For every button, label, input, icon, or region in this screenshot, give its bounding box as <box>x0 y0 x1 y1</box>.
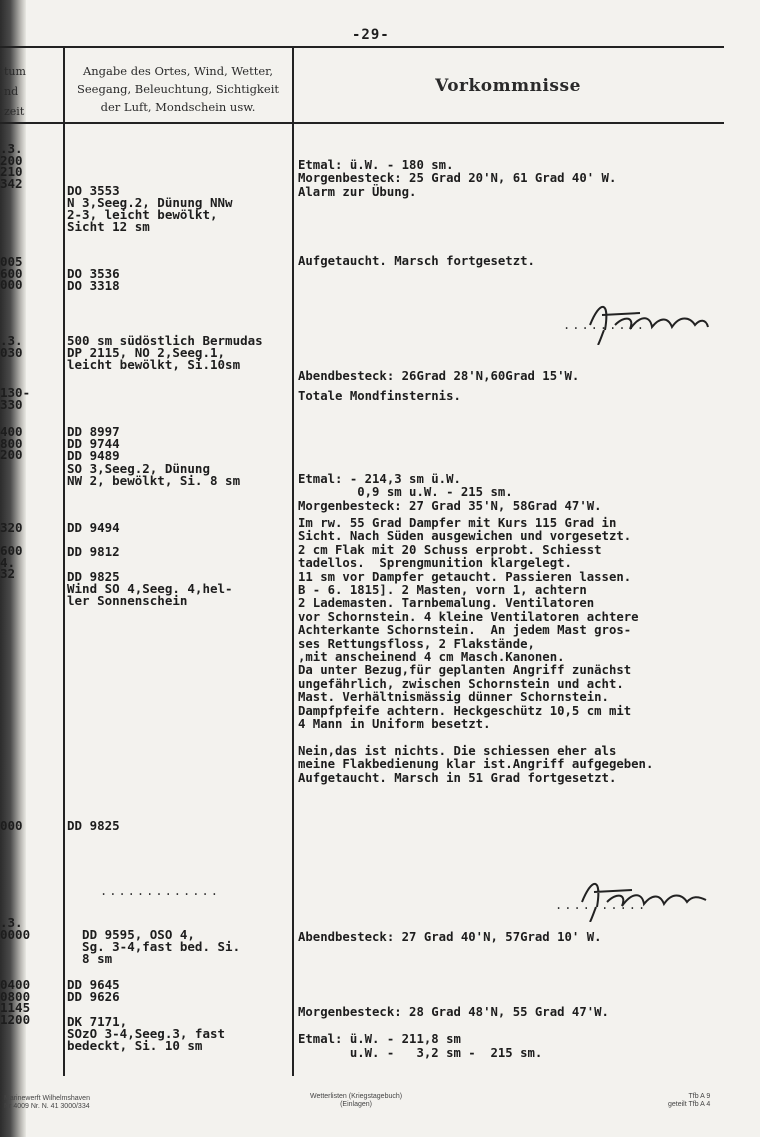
header-bottom-rule <box>0 122 724 124</box>
signature-dots: ......... <box>563 318 647 332</box>
row-event: Abendbesteck: 26Grad 28'N,60Grad 15'W. <box>298 368 580 383</box>
row-place: DD 9825 <box>67 818 120 833</box>
row-times: 320 600 4. 32 <box>0 520 23 582</box>
header-date-line-3: zeit <box>4 105 25 118</box>
row-times: .3. 030 <box>0 333 23 360</box>
row-times: 130- 330 <box>0 385 31 412</box>
commander-signature-1 <box>580 295 740 345</box>
row-place: DD 9595, OSO 4, Sg. 3-4,fast bed. Si. 8 sm <box>82 927 241 967</box>
commander-signature-2 <box>572 872 732 922</box>
row-event: Im rw. 55 Grad Dampfer mit Kurs 115 Grad in Sicht. Nach Süden ausgewichen und vorgesetzt. 2 cm Flak mit 20 Schuss erprobt. Schiesst tadellos. Sprengmunition klargelegt. 11 sm vor Dampfer getaucht. Passieren lassen. B - 6. 1815]. 2 Masten, vorn 1, achtern 2 Lademasten. Tarnbemalung. Ventilatoren vor Schornstein. 4 kleine Ventilatoren achtere Achterkante Schornstein. An jedem Mast gros- ses Rettungsfloss, 2 Flakstände, ,mit anscheinend 4 cm Masch.Kanonen. Da unter Bezug,für geplanten Angriff zunächst ungefährlich, zwischen Schornstein und acht. Mast. Verhältnismässig dünner Schornstein. Dampfpfeife achtern. Heckgeschütz 10,5 cm mit 4 Mann in Uniform besetzt. Nein,das ist nichts. Die schiessen eher als meine Flakbedienung klar ist.Angriff aufgegeben. Aufgetaucht. Marsch in 51 Grad fortgesetzt. <box>298 516 654 785</box>
header-date-time <box>0 62 64 122</box>
row-event: Totale Mondfinsternis. <box>298 389 461 403</box>
header-events: Vorkommnisse <box>435 76 581 96</box>
row-place: DO 3536 DO 3318 <box>67 266 120 294</box>
row-place: DO 3553 N 3,Seeg.2, Dünung NNw 2-3, leicht bewölkt, Sicht 12 sm <box>67 182 233 235</box>
footer-right: Tfb A 9 geteilt Tfb A 4 <box>668 1093 711 1108</box>
footer-center: Wetterlisten (Kriegstagebuch) (Einlagen) <box>310 1093 403 1108</box>
footer-left: Marinewerft Wilhelmshaven Nr 4009 Nr. N. 41 3000/334 <box>4 1095 90 1110</box>
row-event: Etmal: ü.W. - 180 sm. Morgenbesteck: 25 Grad 20'N, 61 Grad 40' W. Alarm zur Übung. <box>298 158 617 199</box>
row-times: 000 <box>0 818 23 833</box>
row-times: .3. 200 210 342 <box>0 141 23 191</box>
row-place: DD 9645 DD 9626 DK 7171, SOzO 3-4,Seeg.3, fast bedeckt, Si. 10 sm <box>67 977 226 1054</box>
row-event: Abendbesteck: 27 Grad 40'N, 57Grad 10' W. <box>298 930 602 945</box>
row-times: 005 600 000 <box>0 254 23 293</box>
row-times: 0400 0800 1145 1200 <box>0 977 31 1027</box>
row-event: Aufgetaucht. Marsch fortgesetzt. <box>298 254 535 268</box>
row-times: 400 800 200 <box>0 424 23 463</box>
row-times: .3. 0000 <box>0 915 31 942</box>
row-event: Etmal: - 214,3 sm ü.W. 0,9 sm u.W. - 215 sm. Morgenbesteck: 27 Grad 35'N, 58Grad 47'W. <box>298 471 602 513</box>
row-place: 500 sm südöstlich Bermudas DP 2115, NO 2,Seeg.1, leicht bewölkt, Si.10sm <box>67 333 263 373</box>
row-event: Morgenbesteck: 28 Grad 48'N, 55 Grad 47'W. Etmal: ü.W. - 211,8 sm u.W. - 3,2 sm - 215 sm. <box>298 1005 609 1060</box>
header-place-weather: Angabe des Ortes, Wind, Wetter, Seegang, Beleuchtung, Sichtigkeit der Luft, Mondschein usw. <box>76 64 280 114</box>
row-place: DD 9494 DD 9812 DD 9825 Wind SO 4,Seeg. 4,hel- ler Sonnenschein <box>67 520 233 609</box>
row-place: DD 8997 DD 9744 DD 9489 SO 3,Seeg.2, Dünung NW 2, bewölkt, Si. 8 sm <box>67 424 241 488</box>
signature-dots: .......... <box>555 898 648 912</box>
separator-dots: ............. <box>100 884 220 898</box>
header-date-line-2: nd <box>4 85 19 98</box>
top-rule <box>0 46 724 48</box>
page-number: -29- <box>352 27 390 43</box>
column-divider-2 <box>292 46 294 1076</box>
header-date-line-1: tum <box>4 65 26 78</box>
